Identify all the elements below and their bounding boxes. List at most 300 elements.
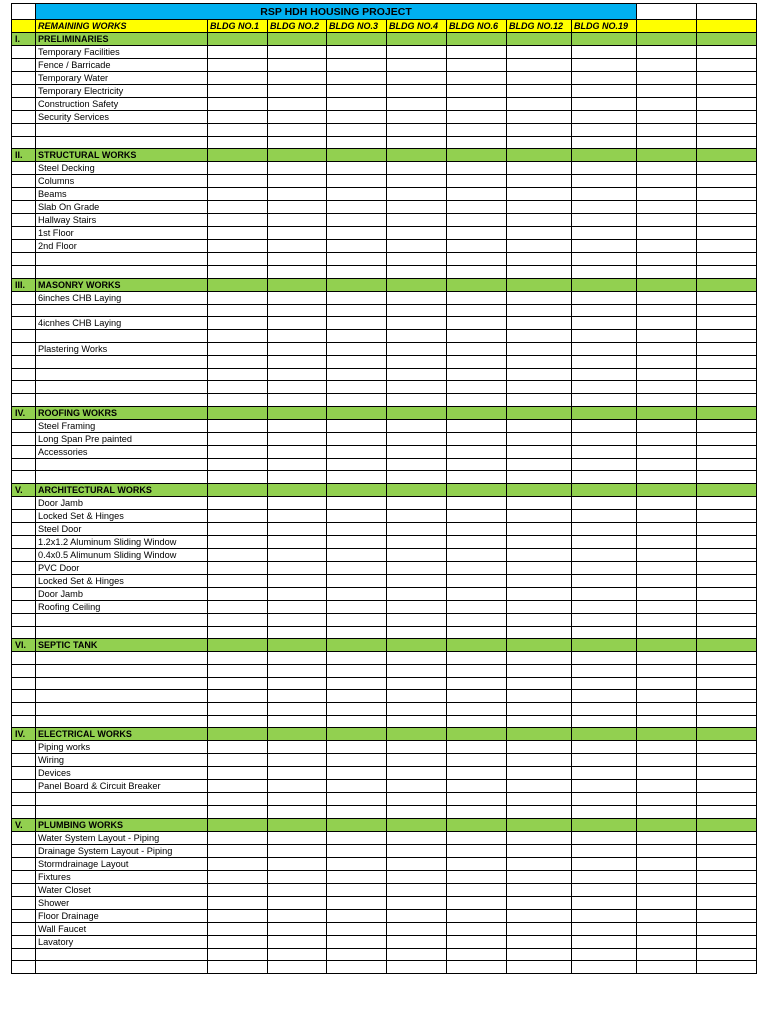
data-cell[interactable] (572, 445, 637, 458)
data-cell[interactable] (208, 124, 268, 137)
section-cell[interactable] (327, 149, 387, 162)
section-title[interactable]: MASONRY WORKS (36, 278, 208, 291)
section-cell[interactable] (208, 33, 268, 46)
data-cell[interactable] (447, 471, 507, 484)
data-cell[interactable] (387, 665, 447, 678)
data-cell[interactable] (268, 471, 327, 484)
section-cell[interactable] (637, 484, 697, 497)
data-cell[interactable] (507, 588, 572, 601)
row-number-cell[interactable] (12, 201, 36, 214)
row-number-cell[interactable] (12, 394, 36, 407)
data-cell[interactable] (387, 896, 447, 909)
work-item[interactable]: Steel Door (36, 523, 208, 536)
data-cell[interactable] (327, 227, 387, 240)
data-cell[interactable] (447, 703, 507, 716)
data-cell[interactable] (327, 330, 387, 343)
data-cell[interactable] (507, 356, 572, 369)
data-cell[interactable] (697, 175, 757, 188)
data-cell[interactable] (208, 343, 268, 356)
data-cell[interactable] (447, 381, 507, 394)
blank-cell[interactable] (36, 614, 208, 627)
data-cell[interactable] (387, 124, 447, 137)
data-cell[interactable] (327, 715, 387, 728)
section-cell[interactable] (387, 33, 447, 46)
data-cell[interactable] (327, 98, 387, 111)
data-cell[interactable] (387, 562, 447, 575)
work-item[interactable]: Panel Board & Circuit Breaker (36, 780, 208, 793)
data-cell[interactable] (507, 883, 572, 896)
data-cell[interactable] (572, 162, 637, 175)
row-number-cell[interactable] (12, 432, 36, 445)
data-cell[interactable] (327, 922, 387, 935)
data-cell[interactable] (507, 317, 572, 330)
data-cell[interactable] (572, 227, 637, 240)
header-building[interactable]: BLDG NO.1 (208, 20, 268, 33)
data-cell[interactable] (208, 793, 268, 806)
row-number-cell[interactable] (12, 562, 36, 575)
data-cell[interactable] (208, 253, 268, 266)
data-cell[interactable] (572, 549, 637, 562)
data-cell[interactable] (447, 870, 507, 883)
data-cell[interactable] (327, 575, 387, 588)
blank-cell[interactable] (36, 652, 208, 665)
row-number-cell[interactable] (12, 85, 36, 98)
data-cell[interactable] (697, 253, 757, 266)
data-cell[interactable] (637, 935, 697, 948)
data-cell[interactable] (268, 214, 327, 227)
blank-cell[interactable] (36, 381, 208, 394)
data-cell[interactable] (697, 317, 757, 330)
data-cell[interactable] (572, 523, 637, 536)
data-cell[interactable] (507, 870, 572, 883)
data-cell[interactable] (208, 948, 268, 961)
blank-cell[interactable] (36, 690, 208, 703)
data-cell[interactable] (268, 201, 327, 214)
data-cell[interactable] (697, 948, 757, 961)
corner-cell[interactable] (12, 4, 36, 20)
data-cell[interactable] (447, 767, 507, 780)
data-cell[interactable] (572, 575, 637, 588)
data-cell[interactable] (268, 227, 327, 240)
work-item[interactable]: Door Jamb (36, 588, 208, 601)
data-cell[interactable] (208, 291, 268, 304)
data-cell[interactable] (637, 690, 697, 703)
section-cell[interactable] (507, 818, 572, 831)
work-item[interactable]: Hallway Stairs (36, 214, 208, 227)
data-cell[interactable] (637, 317, 697, 330)
section-number[interactable]: V. (12, 484, 36, 497)
project-title[interactable]: RSP HDH HOUSING PROJECT (36, 4, 637, 20)
blank-cell[interactable] (36, 626, 208, 639)
data-cell[interactable] (268, 510, 327, 523)
row-number-cell[interactable] (12, 806, 36, 819)
work-item[interactable]: Accessories (36, 445, 208, 458)
data-cell[interactable] (572, 948, 637, 961)
row-number-cell[interactable] (12, 549, 36, 562)
data-cell[interactable] (697, 343, 757, 356)
data-cell[interactable] (208, 549, 268, 562)
row-number-cell[interactable] (12, 626, 36, 639)
data-cell[interactable] (208, 304, 268, 317)
data-cell[interactable] (268, 588, 327, 601)
data-cell[interactable] (697, 445, 757, 458)
data-cell[interactable] (268, 46, 327, 59)
data-cell[interactable] (697, 665, 757, 678)
header-blank-cell[interactable] (637, 20, 697, 33)
data-cell[interactable] (208, 857, 268, 870)
data-cell[interactable] (572, 46, 637, 59)
data-cell[interactable] (208, 614, 268, 627)
data-cell[interactable] (208, 85, 268, 98)
data-cell[interactable] (268, 896, 327, 909)
section-number[interactable]: VI. (12, 639, 36, 652)
section-cell[interactable] (268, 818, 327, 831)
data-cell[interactable] (637, 575, 697, 588)
data-cell[interactable] (387, 922, 447, 935)
data-cell[interactable] (637, 831, 697, 844)
data-cell[interactable] (387, 780, 447, 793)
data-cell[interactable] (327, 767, 387, 780)
section-cell[interactable] (637, 818, 697, 831)
data-cell[interactable] (447, 665, 507, 678)
data-cell[interactable] (327, 85, 387, 98)
data-cell[interactable] (447, 883, 507, 896)
data-cell[interactable] (697, 715, 757, 728)
data-cell[interactable] (208, 317, 268, 330)
data-cell[interactable] (268, 356, 327, 369)
data-cell[interactable] (697, 523, 757, 536)
blank-cell[interactable] (36, 806, 208, 819)
data-cell[interactable] (697, 356, 757, 369)
data-cell[interactable] (572, 432, 637, 445)
section-cell[interactable] (268, 33, 327, 46)
blank-cell[interactable] (36, 368, 208, 381)
section-title[interactable]: PRELIMINARIES (36, 33, 208, 46)
data-cell[interactable] (447, 162, 507, 175)
section-cell[interactable] (697, 484, 757, 497)
data-cell[interactable] (447, 922, 507, 935)
data-cell[interactable] (268, 368, 327, 381)
work-item[interactable]: 0.4x0.5 Alimunum Sliding Window (36, 549, 208, 562)
data-cell[interactable] (637, 601, 697, 614)
data-cell[interactable] (447, 214, 507, 227)
section-cell[interactable] (447, 33, 507, 46)
data-cell[interactable] (637, 266, 697, 279)
data-cell[interactable] (327, 883, 387, 896)
blank-cell[interactable] (36, 948, 208, 961)
data-cell[interactable] (268, 652, 327, 665)
data-cell[interactable] (507, 368, 572, 381)
data-cell[interactable] (268, 85, 327, 98)
work-item[interactable]: 1.2x1.2 Aluminum Sliding Window (36, 536, 208, 549)
data-cell[interactable] (208, 754, 268, 767)
data-cell[interactable] (387, 188, 447, 201)
data-cell[interactable] (637, 665, 697, 678)
data-cell[interactable] (507, 601, 572, 614)
blank-cell[interactable] (36, 703, 208, 716)
section-title[interactable]: PLUMBING WORKS (36, 818, 208, 831)
data-cell[interactable] (208, 652, 268, 665)
work-item[interactable]: Steel Decking (36, 162, 208, 175)
row-number-cell[interactable] (12, 961, 36, 974)
work-item[interactable]: Slab On Grade (36, 201, 208, 214)
data-cell[interactable] (208, 562, 268, 575)
work-item[interactable]: Roofing Ceiling (36, 601, 208, 614)
data-cell[interactable] (208, 536, 268, 549)
section-title[interactable]: SEPTIC TANK (36, 639, 208, 652)
data-cell[interactable] (572, 601, 637, 614)
work-item[interactable]: Floor Drainage (36, 909, 208, 922)
data-cell[interactable] (697, 780, 757, 793)
section-cell[interactable] (697, 818, 757, 831)
blank-cell[interactable] (36, 471, 208, 484)
data-cell[interactable] (387, 961, 447, 974)
data-cell[interactable] (327, 961, 387, 974)
data-cell[interactable] (208, 381, 268, 394)
data-cell[interactable] (697, 394, 757, 407)
header-building[interactable]: BLDG NO.12 (507, 20, 572, 33)
section-cell[interactable] (327, 728, 387, 741)
data-cell[interactable] (447, 46, 507, 59)
data-cell[interactable] (572, 741, 637, 754)
data-cell[interactable] (572, 883, 637, 896)
data-cell[interactable] (447, 59, 507, 72)
row-number-cell[interactable] (12, 510, 36, 523)
data-cell[interactable] (507, 253, 572, 266)
data-cell[interactable] (268, 136, 327, 149)
data-cell[interactable] (387, 793, 447, 806)
data-cell[interactable] (268, 575, 327, 588)
work-item[interactable]: 6inches CHB Laying (36, 291, 208, 304)
data-cell[interactable] (637, 883, 697, 896)
data-cell[interactable] (268, 253, 327, 266)
row-number-cell[interactable] (12, 677, 36, 690)
data-cell[interactable] (637, 343, 697, 356)
data-cell[interactable] (327, 562, 387, 575)
data-cell[interactable] (268, 162, 327, 175)
data-cell[interactable] (387, 652, 447, 665)
data-cell[interactable] (447, 253, 507, 266)
data-cell[interactable] (697, 330, 757, 343)
section-cell[interactable] (697, 639, 757, 652)
data-cell[interactable] (697, 922, 757, 935)
data-cell[interactable] (387, 767, 447, 780)
data-cell[interactable] (637, 227, 697, 240)
data-cell[interactable] (387, 536, 447, 549)
row-number-cell[interactable] (12, 883, 36, 896)
data-cell[interactable] (637, 510, 697, 523)
data-cell[interactable] (637, 291, 697, 304)
row-number-cell[interactable] (12, 46, 36, 59)
header-works-label[interactable]: REMAINING WORKS (36, 20, 208, 33)
data-cell[interactable] (208, 896, 268, 909)
data-cell[interactable] (447, 497, 507, 510)
data-cell[interactable] (572, 343, 637, 356)
data-cell[interactable] (572, 394, 637, 407)
data-cell[interactable] (507, 432, 572, 445)
section-cell[interactable] (447, 639, 507, 652)
data-cell[interactable] (637, 368, 697, 381)
data-cell[interactable] (387, 162, 447, 175)
data-cell[interactable] (572, 253, 637, 266)
data-cell[interactable] (387, 575, 447, 588)
work-item[interactable]: Door Jamb (36, 497, 208, 510)
row-number-cell[interactable] (12, 870, 36, 883)
data-cell[interactable] (447, 240, 507, 253)
row-number-cell[interactable] (12, 124, 36, 137)
data-cell[interactable] (572, 909, 637, 922)
blank-cell[interactable] (36, 304, 208, 317)
data-cell[interactable] (507, 72, 572, 85)
data-cell[interactable] (697, 266, 757, 279)
data-cell[interactable] (208, 458, 268, 471)
data-cell[interactable] (327, 419, 387, 432)
data-cell[interactable] (697, 883, 757, 896)
data-cell[interactable] (697, 124, 757, 137)
data-cell[interactable] (572, 922, 637, 935)
data-cell[interactable] (208, 703, 268, 716)
data-cell[interactable] (447, 715, 507, 728)
data-cell[interactable] (507, 291, 572, 304)
section-cell[interactable] (507, 406, 572, 419)
data-cell[interactable] (507, 214, 572, 227)
data-cell[interactable] (327, 510, 387, 523)
data-cell[interactable] (572, 677, 637, 690)
row-number-cell[interactable] (12, 948, 36, 961)
data-cell[interactable] (637, 896, 697, 909)
data-cell[interactable] (327, 368, 387, 381)
data-cell[interactable] (327, 870, 387, 883)
section-cell[interactable] (387, 278, 447, 291)
blank-cell[interactable] (36, 136, 208, 149)
row-number-cell[interactable] (12, 575, 36, 588)
data-cell[interactable] (697, 935, 757, 948)
data-cell[interactable] (637, 458, 697, 471)
data-cell[interactable] (208, 111, 268, 124)
data-cell[interactable] (268, 935, 327, 948)
section-number[interactable]: IV. (12, 406, 36, 419)
data-cell[interactable] (208, 690, 268, 703)
data-cell[interactable] (268, 767, 327, 780)
data-cell[interactable] (387, 214, 447, 227)
data-cell[interactable] (208, 601, 268, 614)
data-cell[interactable] (572, 317, 637, 330)
data-cell[interactable] (268, 111, 327, 124)
data-cell[interactable] (447, 317, 507, 330)
data-cell[interactable] (697, 652, 757, 665)
section-cell[interactable] (208, 406, 268, 419)
data-cell[interactable] (208, 162, 268, 175)
data-cell[interactable] (208, 266, 268, 279)
data-cell[interactable] (208, 240, 268, 253)
data-cell[interactable] (697, 471, 757, 484)
data-cell[interactable] (697, 111, 757, 124)
data-cell[interactable] (447, 793, 507, 806)
data-cell[interactable] (447, 652, 507, 665)
data-cell[interactable] (507, 201, 572, 214)
work-item[interactable]: Temporary Electricity (36, 85, 208, 98)
data-cell[interactable] (637, 806, 697, 819)
data-cell[interactable] (637, 703, 697, 716)
data-cell[interactable] (387, 909, 447, 922)
row-number-cell[interactable] (12, 317, 36, 330)
data-cell[interactable] (387, 432, 447, 445)
row-number-cell[interactable] (12, 909, 36, 922)
data-cell[interactable] (637, 253, 697, 266)
row-number-cell[interactable] (12, 523, 36, 536)
data-cell[interactable] (447, 266, 507, 279)
data-cell[interactable] (637, 652, 697, 665)
data-cell[interactable] (637, 870, 697, 883)
row-number-cell[interactable] (12, 59, 36, 72)
data-cell[interactable] (208, 844, 268, 857)
data-cell[interactable] (387, 98, 447, 111)
data-cell[interactable] (572, 831, 637, 844)
data-cell[interactable] (327, 588, 387, 601)
data-cell[interactable] (387, 870, 447, 883)
data-cell[interactable] (327, 136, 387, 149)
blank-cell[interactable] (36, 715, 208, 728)
data-cell[interactable] (387, 614, 447, 627)
data-cell[interactable] (507, 240, 572, 253)
data-cell[interactable] (327, 741, 387, 754)
data-cell[interactable] (507, 162, 572, 175)
section-title[interactable]: ARCHITECTURAL WORKS (36, 484, 208, 497)
data-cell[interactable] (447, 111, 507, 124)
row-number-cell[interactable] (12, 588, 36, 601)
data-cell[interactable] (572, 136, 637, 149)
section-cell[interactable] (507, 149, 572, 162)
data-cell[interactable] (697, 870, 757, 883)
data-cell[interactable] (697, 677, 757, 690)
data-cell[interactable] (507, 896, 572, 909)
data-cell[interactable] (697, 72, 757, 85)
data-cell[interactable] (327, 214, 387, 227)
blank-cell[interactable] (36, 665, 208, 678)
data-cell[interactable] (637, 46, 697, 59)
data-cell[interactable] (268, 72, 327, 85)
data-cell[interactable] (637, 432, 697, 445)
data-cell[interactable] (208, 368, 268, 381)
data-cell[interactable] (507, 419, 572, 432)
data-cell[interactable] (447, 741, 507, 754)
data-cell[interactable] (327, 458, 387, 471)
section-number[interactable]: III. (12, 278, 36, 291)
data-cell[interactable] (447, 961, 507, 974)
data-cell[interactable] (327, 394, 387, 407)
data-cell[interactable] (208, 98, 268, 111)
data-cell[interactable] (447, 549, 507, 562)
data-cell[interactable] (447, 136, 507, 149)
data-cell[interactable] (387, 831, 447, 844)
data-cell[interactable] (387, 175, 447, 188)
data-cell[interactable] (447, 124, 507, 137)
data-cell[interactable] (387, 471, 447, 484)
data-cell[interactable] (637, 626, 697, 639)
section-cell[interactable] (572, 278, 637, 291)
row-number-cell[interactable] (12, 240, 36, 253)
blank-cell[interactable] (36, 961, 208, 974)
data-cell[interactable] (387, 549, 447, 562)
data-cell[interactable] (268, 445, 327, 458)
data-cell[interactable] (507, 741, 572, 754)
work-item[interactable]: Steel Framing (36, 419, 208, 432)
data-cell[interactable] (387, 741, 447, 754)
data-cell[interactable] (387, 677, 447, 690)
section-cell[interactable] (447, 406, 507, 419)
section-cell[interactable] (507, 278, 572, 291)
data-cell[interactable] (208, 715, 268, 728)
